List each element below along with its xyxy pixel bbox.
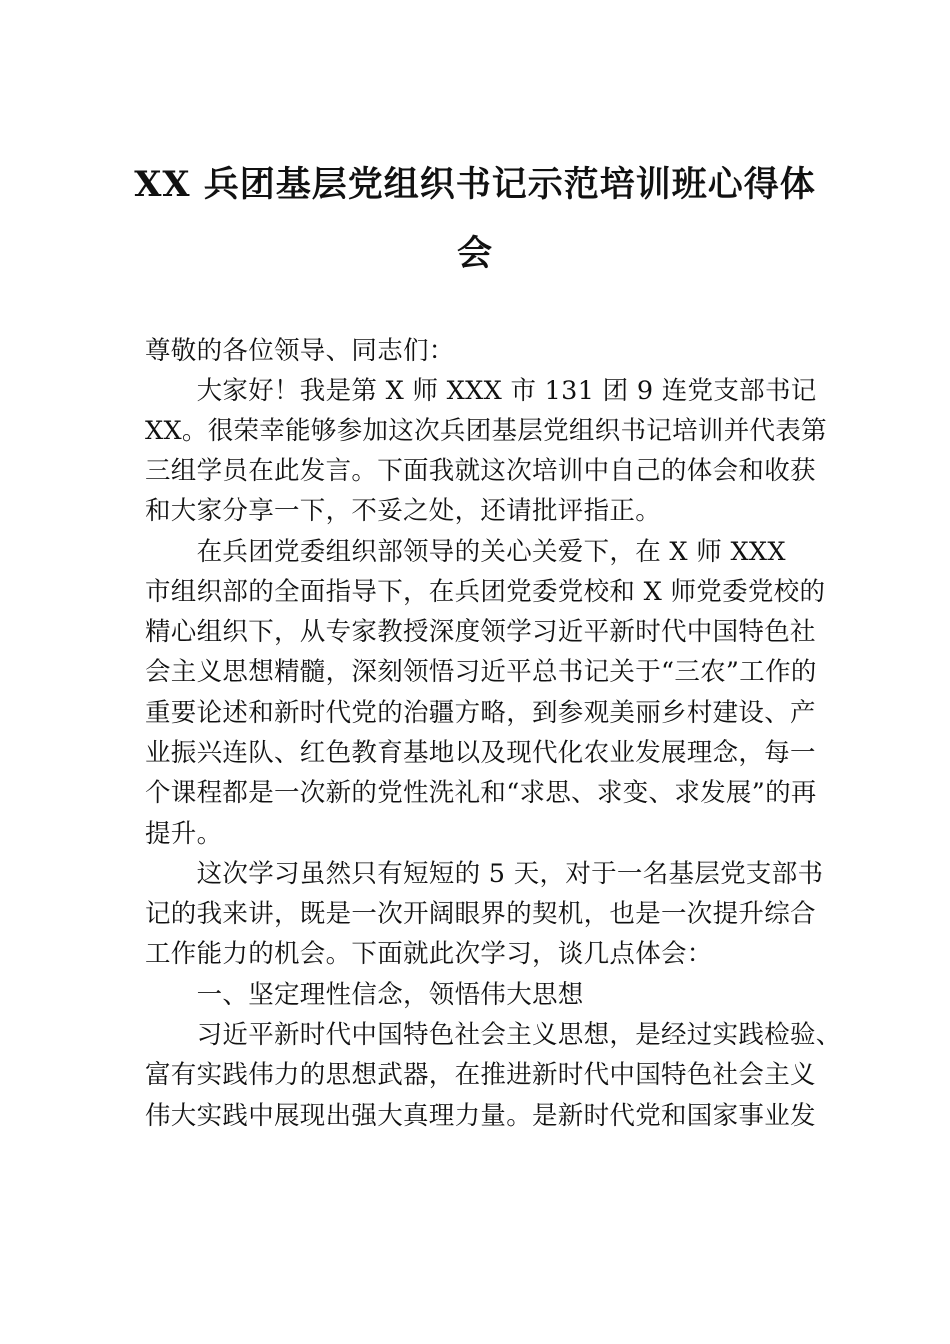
body-line: 大家好！我是第 X 师 XXX 市 131 团 9 连党支部书记 xyxy=(145,376,817,406)
body-line: 在兵团党委组织部领导的关心关爱下，在 X 师 XXX xyxy=(145,537,786,567)
body-line: 富有实践伟力的思想武器，在推进新时代中国特色社会主义 xyxy=(145,1060,816,1090)
document-title-line-2: 会 xyxy=(456,233,493,274)
body-line: 市组织部的全面指导下，在兵团党委党校和 X 师党委党校的 xyxy=(145,577,826,607)
body-line: 个课程都是一次新的党性洗礼和“求思、求变、求发展”的再 xyxy=(145,778,817,808)
body-line: 会主义思想精髓，深刻领悟习近平总书记关于“三农”工作的 xyxy=(145,657,817,687)
salutation: 尊敬的各位领导、同志们： xyxy=(145,336,455,366)
body-line: 记的我来讲，既是一次开阔眼界的契机，也是一次提升综合 xyxy=(145,899,816,929)
body-line: 业振兴连队、红色教育基地以及现代化农业发展理念，每一 xyxy=(145,738,816,768)
body-line: 三组学员在此发言。下面我就这次培训中自己的体会和收获 xyxy=(145,456,816,486)
document-title-line-1: XX 兵团基层党组织书记示范培训班心得体 xyxy=(134,164,816,205)
body-line: 精心组织下，从专家教授深度领学习近平新时代中国特色社 xyxy=(145,617,816,647)
body-line: 重要论述和新时代党的治疆方略，到参观美丽乡村建设、产 xyxy=(145,698,816,728)
body-line: 提升。 xyxy=(145,819,223,849)
body-line: 工作能力的机会。下面就此次学习，谈几点体会： xyxy=(145,939,713,969)
body-line: 和大家分享一下，不妥之处，还请批评指正。 xyxy=(145,496,662,526)
body-line: XX。很荣幸能够参加这次兵团基层党组织书记培训并代表第 xyxy=(145,416,827,446)
body-line: 这次学习虽然只有短短的 5 天，对于一名基层党支部书 xyxy=(145,859,824,889)
body-line: 习近平新时代中国特色社会主义思想，是经过实践检验、 xyxy=(145,1020,842,1050)
body-line: 伟大实践中展现出强大真理力量。是新时代党和国家事业发 xyxy=(145,1101,816,1131)
section-heading: 一、坚定理性信念，领悟伟大思想 xyxy=(145,980,584,1010)
